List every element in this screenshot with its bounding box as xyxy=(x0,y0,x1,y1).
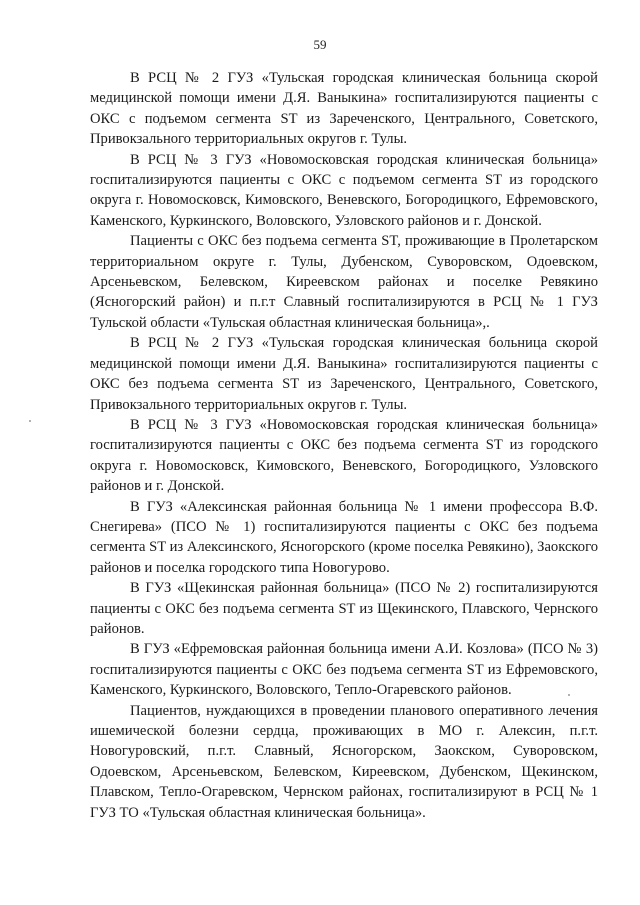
scan-speck xyxy=(568,694,570,696)
paragraph: В ГУЗ «Ефремовская районная больница имени А.И. Козлова» (ПСО № 3) госпитализируются пациенты с ОКС без подъема сегмента ST из Ефремовского, Каменского, Куркинского, Воловского, Тепло-Огаревского районов. xyxy=(90,641,598,699)
paragraph: В РСЦ № 3 ГУЗ «Новомосковская городская клиническая больница» госпитализируются пациенты с ОКС без подъема сегмента ST из городского округа г. Новомосковск, Кимовского, Веневского, Богородицкого, Узловского районов и г. Донской. xyxy=(90,416,598,495)
document-body xyxy=(90,68,598,823)
paragraph: Пациентов, нуждающихся в проведении планового оперативного лечения ишемической болезни сердца, проживающих в МО г. Алексин, п.г.т. Новогуровский, п.г.т. Славный, Ясногорском, Заокском, Суворовском, Одоевском, Арсеньевском, Белевском, Киреевском, Дубенском, Щекинском, Плавском, Тепло-Огаревском, Чернском районах, госпитализируют в РСЦ № 1 ГУЗ ТО «Тульская областная клиническая больница». xyxy=(90,702,598,821)
paragraph: В РСЦ № 2 ГУЗ «Тульская городская клиническая больница скорой медицинской помощи имени Д.Я. Ваныкина» госпитализируются пациенты с ОКС без подъема сегмента ST из Зареченского, Центрального, Советского, Привокзального территориальных округов г. Тулы. xyxy=(90,335,598,413)
paragraph: В ГУЗ «Щекинская районная больница» (ПСО № 2) госпитализируются пациенты с ОКС без подъема сегмента ST из Щекинского, Плавского, Чернского районов. xyxy=(90,580,598,637)
paragraph: В РСЦ № 3 ГУЗ «Новомосковская городская клиническая больница» госпитализируются пациенты с ОКС с подъемом сегмента ST из городского округа г. Новомосковск, Кимовского, Веневского, Богородицкого, Ефремовского, Каменского, Куркинского, Воловского, Узловского районов и г. Донской. xyxy=(90,151,598,229)
paragraph: В РСЦ № 2 ГУЗ «Тульская городская клиническая больница скорой медицинской помощи имени Д.Я. Ваныкина» госпитализируются пациенты с ОКС с подъемом сегмента ST из Зареченского, Центрального, Советского, Привокзального территориальных округов г. Тулы. xyxy=(90,70,598,148)
paragraph: Пациенты с ОКС без подъема сегмента ST, проживающие в Пролетарском территориальном округе г. Тулы, Дубенском, Суворовском, Одоевском, Арсеньевском, Белевском, Киреевском районах и поселке Ревякино (Ясногорский район) и п.г.т Славный госпитализируются в РСЦ № 1 ГУЗ Тульской области «Тульская областная клиническая больница»,. xyxy=(90,233,598,331)
paragraph: В ГУЗ «Алексинская районная больница № 1 имени профессора В.Ф. Снегирева» (ПСО № 1) госпитализируются пациенты с ОКС без подъема сегмента ST из Алексинского, Ясногорского (кроме поселка Ревякино), Заокского районов и поселка городского типа Новогурово. xyxy=(90,498,598,576)
scan-speck xyxy=(29,420,31,422)
page-number: 59 xyxy=(313,37,327,52)
